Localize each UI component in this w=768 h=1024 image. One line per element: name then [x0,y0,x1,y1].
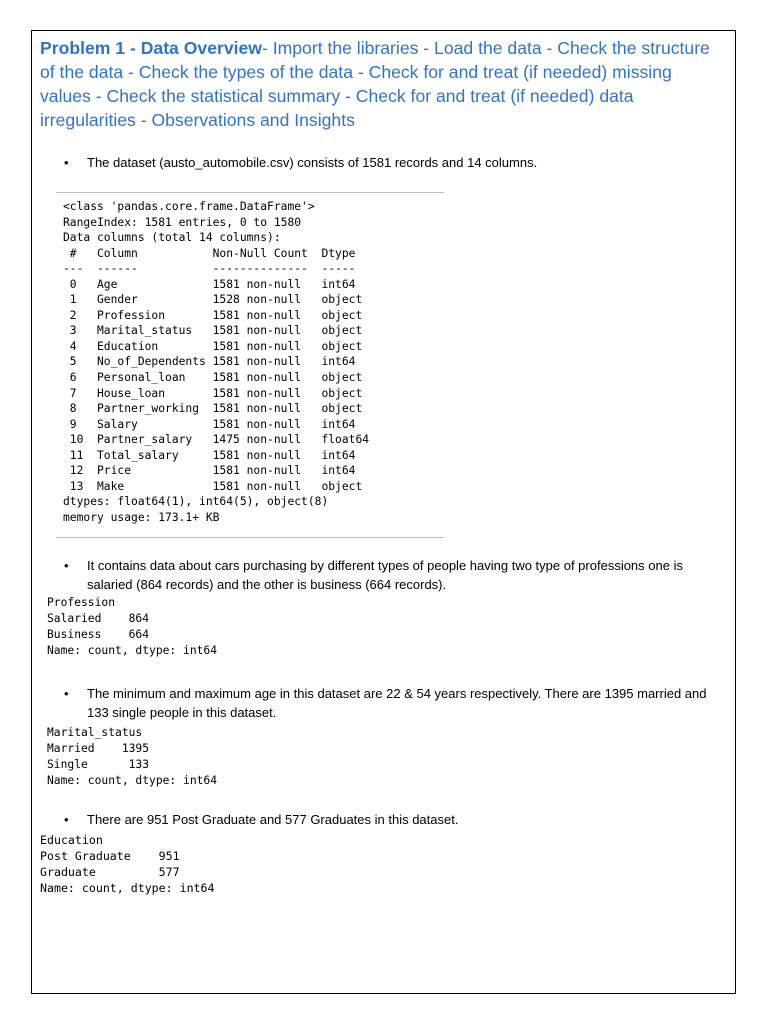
dataframe-info-output: <class 'pandas.core.frame.DataFrame'> RangeIndex: 1581 entries, 0 to 1580 Data columns (total 14 columns): # Column Non-Null Count Dtype --- ------ -------------- ----- 0 Age 1581 non-null int64 1 Gender 1528 non-null object 2 Profession 1581 non-null object 3 Marital_status 1581 non-null object 4 Education 1581 non-null object 5 No_of_Dependents 1581 non-null int64 6 Personal_loan 1581 non-null object 7 House_loan 1581 non-null object 8 Partner_working 1581 non-null object 9 Salary 1581 non-null int64 10 Partner_salary 1475 non-null float64 11 Total_salary 1581 non-null int64 12 Price 1581 non-null int64 13 Make 1581 non-null object dtypes: float64(1), int64(5), object(8) memory usage: 173.1+ KB [63,200,370,524]
bullet-text: The minimum and maximum age in this dataset are 22 & 54 years respectively. There are 1395 married and 133 single people in this dataset. [87,686,707,720]
bullet-text: The dataset (austo_automobile.csv) consists of 1581 records and 14 columns. [87,155,538,170]
heading-rest: - Import the libraries - Load the data - Check the structure of the data - Check the types of the data - Check for and treat (if needed) missing values - Check the statistical summary - Check for and treat (if needed) data irregularities - Observations and Insights [40,38,710,130]
marital-counts-output: Marital_status Married 1395 Single 133 Name: count, dtype: int64 [47,726,218,787]
heading-bold: Problem 1 - Data Overview [40,38,262,58]
bullet-text: It contains data about cars purchasing by different types of people having two type of professions one is salaried (864 records) and the other is business (664 records). [87,558,683,592]
education-counts-output: Education Post Graduate 951 Graduate 577 Name: count, dtype: int64 [40,833,215,895]
bullet-marker: • [64,155,69,170]
bullet-marker: • [64,558,69,573]
bullet-marker: • [64,686,69,701]
divider-bottom [56,537,444,538]
bullet-marker: • [64,812,69,827]
bullet-text: There are 951 Post Graduate and 577 Graduates in this dataset. [87,812,459,827]
profession-counts-output: Profession Salaried 864 Business 664 Name: count, dtype: int64 [47,596,218,657]
divider-top [56,192,444,193]
problem-heading [40,36,720,132]
